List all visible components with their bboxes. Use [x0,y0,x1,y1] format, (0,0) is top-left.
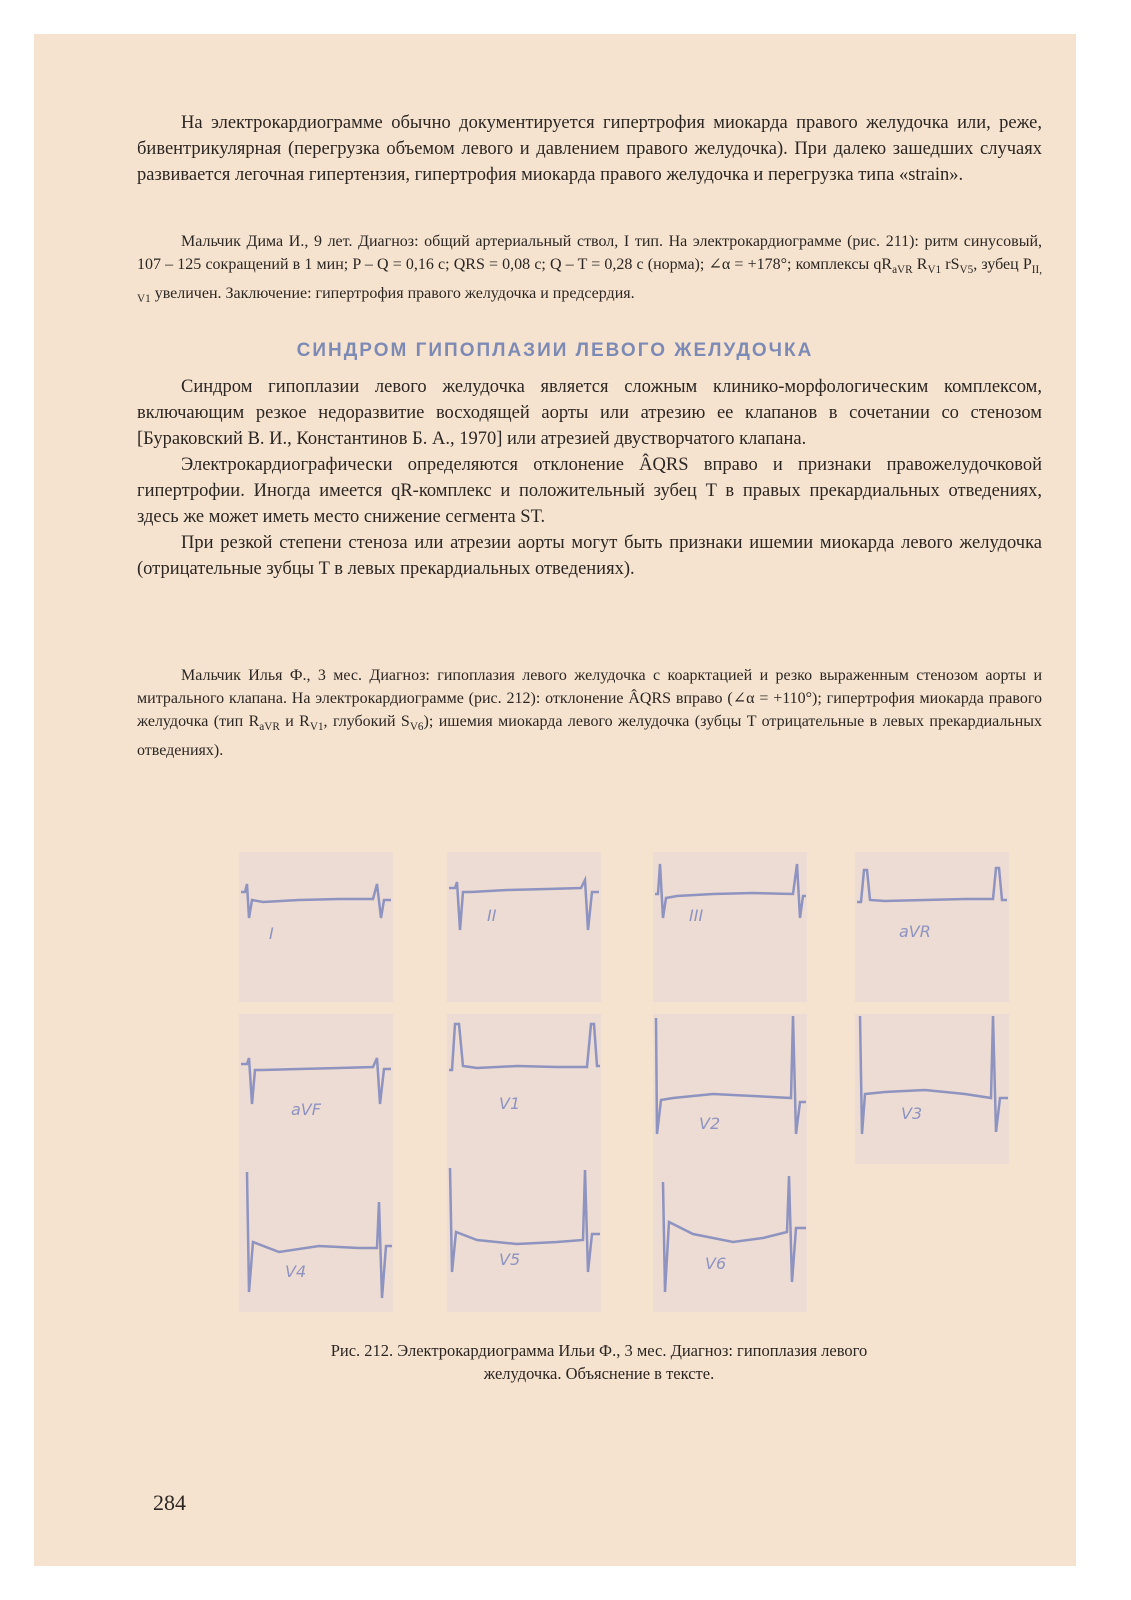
ecg-trace-V3 [855,1014,1009,1164]
ecg-trace-aVR [855,852,1009,1002]
lead-V6 [653,1162,807,1312]
para-1: Синдром гипоплазии левого желудочка является сложным клинико-морфологическим комплексом, включающим резкое недоразвитие восходящей аорты или атрезию ее клапанов в сочетании со стенозом [Бураковский В. И., Константинов Б. А., 1970] или атрезией двустворчатого клапана. [137,377,1042,449]
ecg-trace-aVF [239,1014,393,1164]
para-2: Электрокардиографически определяются отклонение ÂQRS вправо и признаки правожелудочковой гипертрофии. Иногда имеется qR-комплекс и положительный зубец T в правых прекардиальных отведениях, здесь же может иметь место снижение сегмента ST. [137,455,1042,527]
ecg-trace-II [447,852,601,1002]
ecg-figure [239,852,1019,1320]
ecg-trace-I [239,852,393,1002]
ecg-trace-V1 [447,1014,601,1164]
ecg-trace-V6 [653,1162,807,1312]
lead-label-V1: V1 [499,1094,521,1113]
lead-V5 [447,1162,601,1312]
ecg-trace-V2 [653,1014,807,1164]
para-3: При резкой степени стеноза или атрезии аорты могут быть признаки ишемии миокарда левого желудочка (отрицательные зубцы T в левых прекардиальных отведениях). [137,533,1042,579]
lead-label-V4: V4 [285,1262,307,1281]
lead-label-V2: V2 [699,1114,721,1133]
lead-V1 [447,1014,601,1164]
caption-line-2: желудочка. Объяснение в тексте. [483,1364,715,1383]
lead-III [653,852,807,1002]
lead-label-I: I [269,924,274,943]
lead-label-V3: V3 [901,1104,923,1123]
lead-I [239,852,393,1002]
case1-text: Мальчик Дима И., 9 лет. Диагноз: общий артериальный ствол, I тип. На электрокардиограмме (рис. 211): ритм синусовый, 107 – 125 сокращений в 1 мин; P – Q = 0,16 с; QRS = 0,08 с; Q – T = 0,28 с (норма); ∠α = +178°; комплексы $qR_{aVR}$ $R_{V1}$ $rS_{V5}$, зубец $P_{II, V1}$ увеличен. Заключение: гипертрофия правого желудочка и предсердия. [137,233,1043,306]
case2-text: Мальчик Илья Ф., 3 мес. Диагноз: гипоплазия левого желудочка с коарктацией и резко выраженным стенозом аорты и митрального клапана. На электрокардиограмме (рис. 212): отклонение ÂQRS вправо (∠α = +110°); гипертрофия миокарда правого желудочка (тип $R_{aVR}$ и $R_{V1}$, глубокий $S_{V6}$); ишемия миокарда левого желудочка (зубцы T отрицательные в левых прекардиальных отведениях). [137,667,1043,760]
lead-aVR [855,852,1009,1002]
lead-label-aVF: aVF [291,1100,321,1119]
ecg-trace-III [653,852,807,1002]
lead-label-III: III [689,906,704,925]
lead-V3 [855,1014,1009,1164]
lead-label-V6: V6 [705,1254,727,1273]
lead-II [447,852,601,1002]
main-text [137,374,1042,582]
lead-aVF [239,1014,393,1164]
caption-line-1: Рис. 212. Электрокардиограмма Ильи Ф., 3 мес. Диагноз: гипоплазия левого [330,1341,868,1360]
lead-V4 [239,1162,393,1312]
figure-caption [184,1339,1014,1385]
lead-label-II: II [487,906,497,925]
ecg-trace-V5 [447,1162,601,1312]
intro-paragraph [137,110,1042,188]
lead-V2 [653,1014,807,1164]
lead-label-V5: V5 [499,1250,521,1269]
section-heading: СИНДРОМ ГИПОПЛАЗИИ ЛЕВОГО ЖЕЛУДОЧКА [296,340,814,361]
intro-text: На электрокардиограмме обычно документируется гипертрофия миокарда правого желудочка или, реже, бивентрикулярная (перегрузка объемом левого и давлением правого желудочка). При далеко зашедших случаях развивается легочная гипертензия, гипертрофия миокарда правого желудочка и перегрузка типа «strain». [137,113,1042,185]
lead-label-aVR: aVR [899,922,931,941]
page-number: 284 [153,1490,186,1515]
book-page [34,34,1076,1566]
case2-paragraph [137,664,1042,762]
case1-paragraph [137,230,1042,311]
ecg-trace-V4 [239,1162,393,1312]
